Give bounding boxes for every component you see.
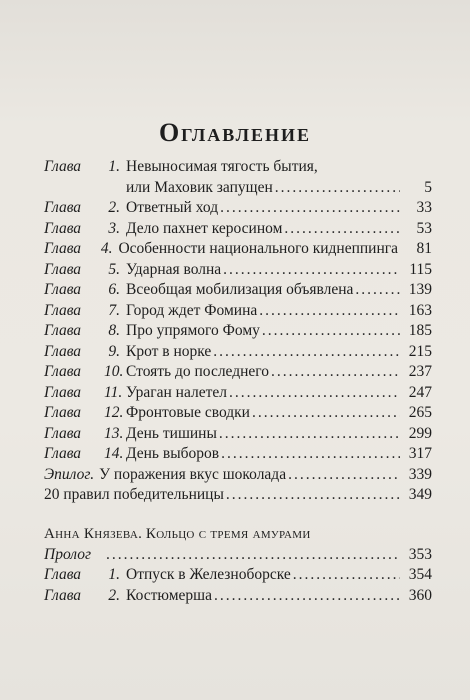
entry-page: 299 (408, 424, 432, 442)
dot-leader (293, 565, 400, 586)
entry-title: Про упрямого Фому (126, 322, 260, 339)
dot-leader (271, 362, 400, 383)
entry-title: Отпуск в Железноборске (126, 566, 291, 583)
entry-title: Особенности национального киднеппинга (118, 240, 398, 257)
entry-page: 185 (408, 322, 432, 339)
entry-number: 7. (108, 301, 120, 319)
entry-label: Глава (44, 322, 82, 339)
entry-label: Эпилог. (44, 465, 95, 483)
entry-title: Ураган налетел (126, 383, 227, 401)
entry-label: Пролог (44, 545, 92, 563)
entry-label: Глава (44, 158, 82, 175)
entry-title: Ударная волна (126, 260, 222, 278)
toc-entry (44, 383, 432, 404)
toc-entry (44, 219, 432, 240)
entry-title: Город ждет Фомина (126, 301, 258, 319)
entry-page: 215 (408, 342, 432, 360)
toc-entry (44, 301, 432, 322)
entry-page: 349 (408, 486, 432, 503)
entry-title: Стоять до последнего (126, 363, 270, 380)
entry-label: Глава (44, 424, 82, 442)
entry-page: 163 (408, 301, 432, 319)
entry-label: Глава (44, 219, 82, 237)
entry-title: Крот в норке (126, 342, 212, 360)
entry-label: Глава (44, 199, 82, 216)
entry-page: 5 (424, 178, 432, 196)
entry-title: Всеобщая мобилизация объявлена (126, 281, 354, 298)
entry-page: 81 (416, 240, 432, 257)
dot-leader (220, 198, 400, 219)
entry-title: Невыносимая тягость бытия, (126, 158, 318, 175)
entry-title: У поражения вкус шоколада (99, 465, 287, 483)
author-name: Анна Князева. (44, 525, 143, 542)
toc-entry-continuation (44, 178, 432, 199)
dot-leader (288, 465, 400, 486)
entry-page: 353 (408, 545, 432, 563)
toc-entry (44, 565, 432, 586)
entry-number: 3. (108, 219, 120, 237)
page-title: Оглавление (158, 118, 312, 147)
entry-label: Глава (44, 383, 82, 401)
entry-label: Глава (44, 445, 82, 462)
second-work-heading (44, 524, 432, 545)
toc-entry (44, 157, 432, 178)
toc-entry (44, 444, 432, 465)
entry-page: 237 (408, 363, 432, 380)
entry-label: Глава (44, 566, 82, 583)
entry-label: Глава (44, 240, 82, 257)
entry-page: 360 (408, 586, 432, 604)
toc-entry (44, 198, 432, 219)
toc-entry-rules (44, 485, 432, 506)
dot-leader (355, 280, 400, 301)
entry-label: Глава (44, 586, 82, 604)
dot-leader (226, 485, 400, 506)
entry-number: 13. (104, 424, 124, 442)
entry-page: 33 (416, 199, 432, 216)
entry-label: Глава (44, 301, 82, 319)
entry-page: 354 (408, 566, 432, 583)
dot-leader (262, 321, 400, 342)
entry-label: Глава (44, 404, 82, 421)
entry-page: 317 (408, 445, 432, 462)
entry-number: 1. (108, 566, 120, 583)
entry-title: День тишины (126, 424, 217, 442)
toc-entry-epilogue (44, 465, 432, 486)
entry-number: 5. (108, 260, 120, 278)
entry-number: 2. (108, 199, 120, 216)
dot-leader (214, 586, 400, 607)
entry-title: Дело пахнет керосином (126, 219, 283, 237)
entry-label: Глава (44, 281, 82, 298)
toc-entry (44, 321, 432, 342)
entry-title-continued: или Маховик запущен (126, 178, 273, 196)
entry-title: Костюмерша (126, 586, 212, 604)
entry-page: 247 (408, 383, 432, 401)
dot-leader (275, 178, 400, 199)
dot-leader (229, 383, 400, 404)
toc-entry (44, 586, 432, 607)
entry-number: 4. (100, 240, 113, 257)
dot-leader (219, 424, 400, 445)
entry-page: 139 (408, 281, 432, 298)
toc-entry (44, 260, 432, 281)
entry-number: 12. (104, 404, 124, 421)
dot-leader (221, 444, 400, 465)
entry-number: 6. (108, 281, 120, 298)
entry-label: Глава (44, 342, 82, 360)
entry-number: 1. (108, 158, 120, 175)
entry-page: 115 (409, 260, 432, 278)
entry-number: 10. (104, 363, 124, 380)
toc-entry (44, 280, 432, 301)
entry-number: 14. (104, 445, 124, 462)
dot-leader (223, 260, 400, 281)
entry-page: 265 (408, 404, 432, 421)
entry-label: Глава (44, 363, 82, 380)
entry-number: 9. (108, 342, 120, 360)
work-title: Кольцо с тремя амурами (145, 525, 311, 542)
entry-number: 8. (108, 322, 120, 339)
dot-leader (213, 342, 400, 363)
table-of-contents (44, 157, 432, 606)
entry-number: 11. (104, 383, 123, 401)
toc-entry (44, 424, 432, 445)
toc-entry (44, 403, 432, 424)
entry-page: 53 (416, 219, 432, 237)
entry-page: 339 (408, 465, 432, 483)
entry-title: 20 правил победительницы (44, 486, 224, 503)
dot-leader (106, 545, 400, 566)
entry-title: День выборов (126, 445, 220, 462)
entry-title: Ответный ход (126, 199, 219, 216)
entry-title: Фронтовые сводки (126, 404, 250, 421)
toc-entry (44, 342, 432, 363)
dot-leader (252, 403, 400, 424)
toc-entry (44, 239, 432, 260)
toc-entry-prologue (44, 545, 432, 566)
dot-leader (259, 301, 400, 322)
toc-entry (44, 362, 432, 383)
dot-leader (284, 219, 400, 240)
section-gap (44, 506, 432, 524)
entry-label: Глава (44, 260, 82, 278)
entry-number: 2. (108, 586, 120, 604)
